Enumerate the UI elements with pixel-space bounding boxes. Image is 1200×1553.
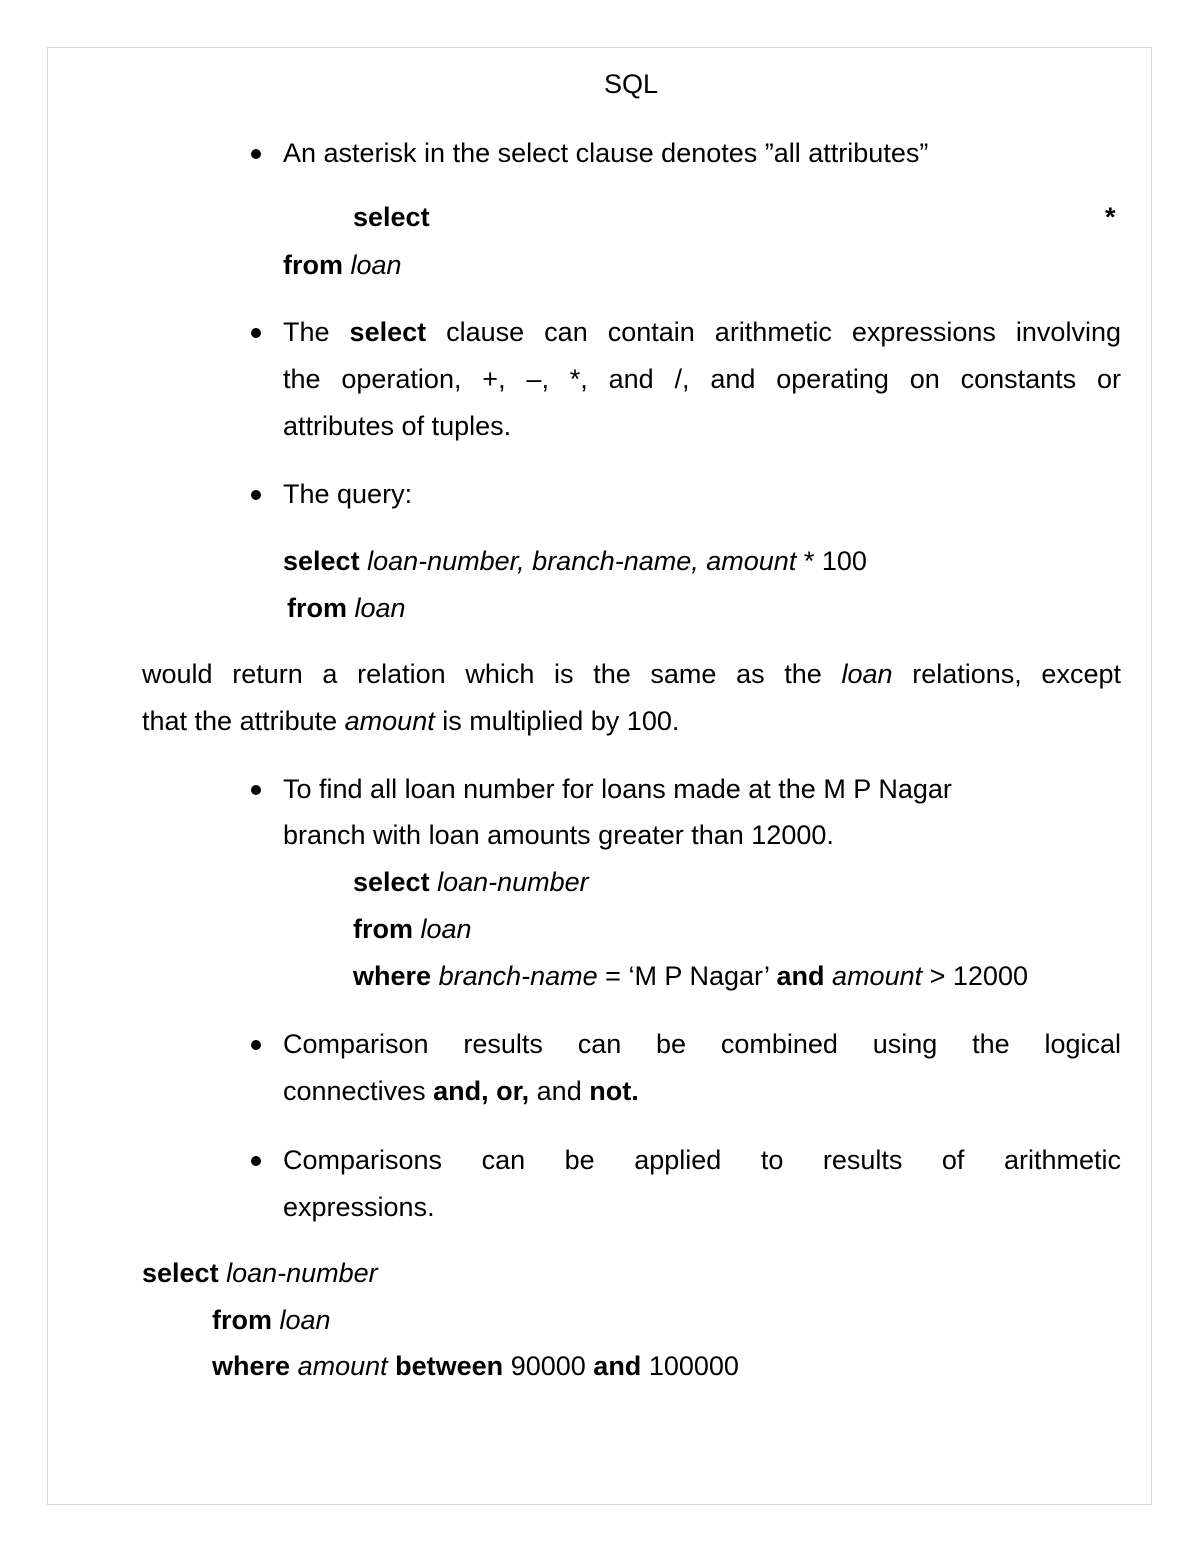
bullet-dot: [251, 328, 261, 338]
select-clause-line-3: attributes of tuples.: [283, 411, 512, 441]
comparisons-applied-line-1: Comparisons can be applied to results of arithmetic: [283, 1145, 1121, 1175]
paragraph-line-1: would return a relation which is the same as the loan relations, except: [142, 659, 1121, 689]
bullet-dot: [251, 149, 261, 159]
bullet-dot: [251, 785, 261, 795]
comparison-line-1: Comparison results can be combined using the logical: [283, 1029, 1121, 1059]
query-select-line: select loan-number, branch-name, amount * 100: [283, 546, 867, 576]
bullet-asterisk-text: An asterisk in the select clause denotes ”all attributes”: [283, 138, 929, 168]
find-loans-line-2: branch with loan amounts greater than 12000.: [283, 820, 834, 850]
query-where-line: where branch-name = ‘M P Nagar’ and amount > 12000: [353, 961, 1028, 991]
the-query-label: The query:: [283, 479, 413, 509]
final-where-line: where amount between 90000 and 100000: [212, 1351, 739, 1381]
query-select-star: *: [1105, 202, 1116, 232]
query-from-line: from loan: [287, 593, 406, 623]
query-select-keyword: select: [353, 202, 430, 232]
select-clause-line-1: The select clause can contain arithmetic expressions involving: [283, 317, 1121, 347]
comparison-line-2: connectives and, or, and not.: [283, 1076, 639, 1106]
query-select-line: select loan-number: [353, 867, 589, 897]
query-from-line: from loan: [283, 250, 402, 280]
bullet-dot: [251, 1040, 261, 1050]
final-from-line: from loan: [212, 1305, 331, 1335]
comparisons-applied-line-2: expressions.: [283, 1192, 435, 1222]
select-clause-line-2: the operation, +, –, *, and /, and operating on constants or: [283, 364, 1121, 394]
paragraph-line-2: that the attribute amount is multiplied by 100.: [142, 706, 680, 736]
bullet-dot: [251, 1156, 261, 1166]
final-select-line: select loan-number: [142, 1258, 378, 1288]
bullet-dot: [251, 490, 261, 500]
query-from-line: from loan: [353, 914, 472, 944]
page-title: SQL: [603, 69, 659, 99]
find-loans-line-1: To find all loan number for loans made at the M P Nagar: [283, 774, 952, 804]
